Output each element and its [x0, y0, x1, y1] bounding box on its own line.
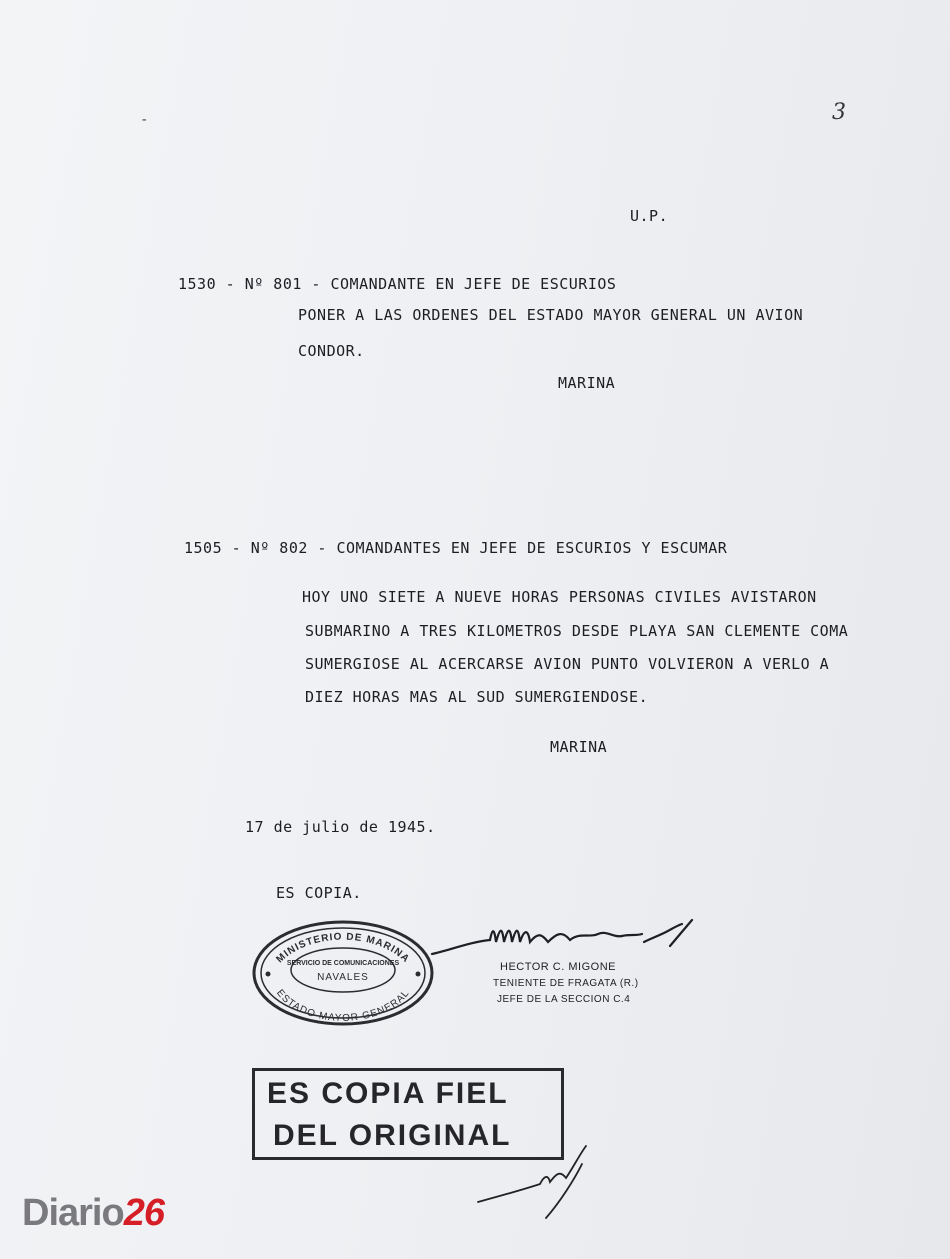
publisher-watermark-logo: [22, 1192, 164, 1235]
header-code: U.P.: [630, 207, 669, 225]
stamp-line1: ES COPIA FIEL: [267, 1077, 509, 1110]
margin-mark: -: [140, 112, 149, 128]
seal-top-text: MINISTERIO DE MARINA: [274, 931, 412, 966]
message2-body-line4: DIEZ HORAS MAS AL SUD SUMERGIENDOSE.: [305, 688, 649, 706]
seal-middle-line1: SERVICIO DE COMUNICACIONES: [286, 960, 400, 967]
message1-header: 1530 - Nº 801 - COMANDANTE EN JEFE DE ESCURIOS: [178, 275, 617, 293]
copy-note: ES COPIA.: [276, 884, 362, 902]
message2-body-line2: SUBMARINO A TRES KILOMETROS DESDE PLAYA SAN CLEMENTE COMA: [305, 622, 849, 640]
logo-text-part1: Diario: [22, 1192, 124, 1234]
message1-body-line2: CONDOR.: [298, 342, 365, 360]
seal-middle-line2: NAVALES: [317, 972, 369, 983]
message2-body-line3: SUMERGIOSE AL ACERCARSE AVION PUNTO VOLVIERON A VERLO A: [305, 655, 830, 673]
message1-sender: MARINA: [558, 374, 616, 392]
message2-header: 1505 - Nº 802 - COMANDANTES EN JEFE DE ESCURIOS Y ESCUMAR: [184, 539, 728, 557]
stamp-initials: [470, 1140, 600, 1220]
logo-text-part2: 26: [123, 1192, 164, 1234]
ministry-seal: [250, 918, 436, 1028]
bleed-through-text: [150, 330, 940, 530]
signatory-position: JEFE DE LA SECCION C.4: [497, 994, 631, 1005]
message2-body-line1: HOY UNO SIETE A NUEVE HORAS PERSONAS CIVILES AVISTARON: [302, 588, 817, 606]
signatory-name: HECTOR C. MIGONE: [500, 961, 616, 973]
svg-text:ESTADO MAYOR GENERAL: [274, 988, 412, 1024]
message2-sender: MARINA: [550, 738, 608, 756]
signatory-rank: TENIENTE DE FRAGATA (R.): [493, 978, 639, 989]
page-number: 3: [832, 100, 846, 125]
message1-body-line1: PONER A LAS ORDENES DEL ESTADO MAYOR GENERAL UN AVION: [298, 306, 804, 324]
stamp-line2: DEL ORIGINAL: [273, 1119, 512, 1152]
seal-bottom-text: ESTADO MAYOR GENERAL: [274, 987, 412, 1024]
document-date: 17 de julio de 1945.: [245, 818, 436, 836]
